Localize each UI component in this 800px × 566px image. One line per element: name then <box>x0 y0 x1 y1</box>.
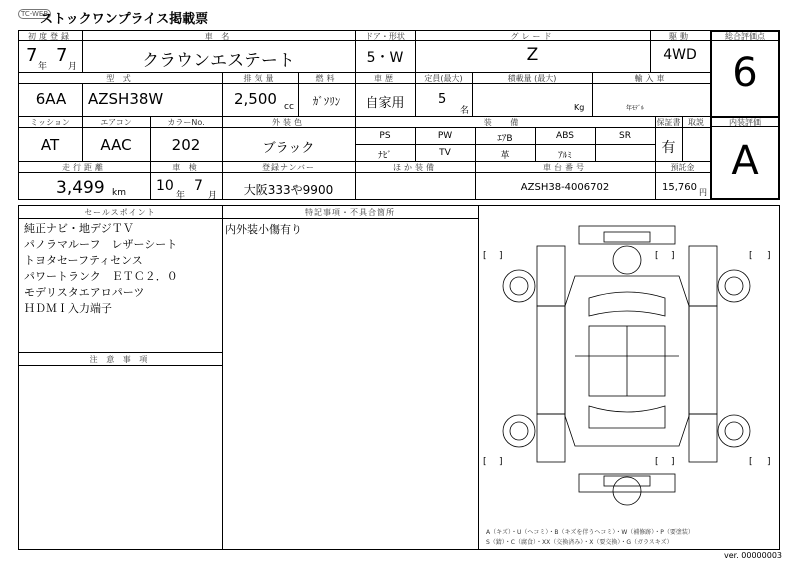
caution-header: 注 意 事 項 <box>89 355 151 364</box>
plate-value: 大阪333や9900 <box>243 183 334 197</box>
svg-text:]: ] <box>671 251 675 261</box>
chassis-no-header: 車台番号 <box>543 163 587 172</box>
interior-score-header: 内装評価 <box>729 118 761 127</box>
history-value: 自家用 <box>365 96 405 111</box>
interior-score-value: A <box>731 138 759 184</box>
color-no-header: カラーNo. <box>167 118 205 127</box>
svg-text:[: [ <box>749 251 753 261</box>
list-item: パノラマルーフ レザーシート <box>24 238 178 251</box>
door-shape-value: 5・W <box>366 50 404 66</box>
first-reg-header: 初度登録 <box>28 32 72 41</box>
model-header: 型 式 <box>106 74 134 83</box>
load-unit: Kg <box>574 103 585 112</box>
exterior-color-value: ブラック <box>262 141 315 156</box>
svg-text:[: [ <box>749 457 753 467</box>
overall-score-value: 6 <box>732 50 758 96</box>
car-diagram <box>479 206 779 526</box>
displacement-header: 排気量 <box>243 74 277 83</box>
equip-pw: PW <box>437 131 453 141</box>
displacement-unit: cc <box>284 102 294 112</box>
equipment-header: 装 備 <box>483 118 527 127</box>
list-item: トヨタセーフティセンス <box>24 254 143 267</box>
insp-year-unit: 年 <box>176 191 186 201</box>
drive-value: 4WD <box>663 47 697 63</box>
capacity-value: 5 <box>438 92 447 107</box>
import-unit: 年ﾓﾃﾞﾙ <box>626 105 645 112</box>
equip-sr: SR <box>619 131 631 141</box>
equip-navi: ﾅﾋﾞ <box>378 151 392 161</box>
first-reg-value: 7 年 7 月 <box>26 45 78 72</box>
manual-header: 取説 <box>688 118 704 127</box>
insp-year-value: 10 <box>156 178 174 194</box>
warranty-header: 保証書 <box>656 118 681 127</box>
diagram-legend: A（キズ）・U（ヘコミ）・B（キズを伴うヘコミ）・W（補修跡）・P（要塗装） S（錆）・C（腐食）・XX（交換済み）・X（要交換）・G（ガラスキズ） <box>486 529 694 546</box>
displacement-value: 2,500 <box>234 90 277 108</box>
list-item: 純正ナビ・地デジＴＶ <box>24 222 134 235</box>
model-value: AZSH38W <box>88 90 164 108</box>
capacity-header: 定員(最大) <box>424 74 463 83</box>
svg-text:[: [ <box>483 251 487 261</box>
car-name-header: 車 名 <box>204 32 233 41</box>
equip-alloy: ｱﾙﾐ <box>558 151 572 161</box>
fuel-header: 燃料 <box>315 74 338 83</box>
aircon-header: エアコン <box>100 118 132 127</box>
svg-text:]: ] <box>499 251 503 261</box>
drive-header: 駆動 <box>669 32 691 41</box>
exterior-color-header: 外装色 <box>272 118 305 127</box>
overall-score-header: 総合評価点 <box>725 32 765 41</box>
sales-points-list <box>24 221 178 317</box>
equip-leather: 革 <box>500 151 510 161</box>
car-name-value: クラウンエステート <box>142 51 295 71</box>
insp-month-unit: 月 <box>208 191 218 201</box>
price-value: 15,760 <box>662 182 697 193</box>
import-header: 輸入車 <box>634 74 668 83</box>
mission-header: ミッション <box>30 118 70 127</box>
list-item: ＨＤＭＩ入力端子 <box>24 302 112 315</box>
svg-text:[: [ <box>655 251 659 261</box>
plate-header: 登録ナンバー <box>261 163 316 172</box>
svg-text:]: ] <box>671 457 675 467</box>
notes-text: 内外装小傷有り <box>225 223 302 236</box>
color-no-value: 202 <box>171 136 201 154</box>
grade-header: グレード <box>510 32 555 41</box>
mileage-unit: km <box>112 188 126 198</box>
svg-text:]: ] <box>767 251 771 261</box>
equip-abs: ABS <box>556 131 574 141</box>
load-header: 積載量 (最大) <box>507 74 557 83</box>
svg-text:[: [ <box>483 457 487 467</box>
equip-ps: PS <box>379 131 391 141</box>
list-item: モデリスタエアロパーツ <box>24 286 145 299</box>
other-equipment-header: ほか装備 <box>393 163 437 172</box>
equip-airbag: ｴｱB <box>497 134 513 144</box>
svg-text:]: ] <box>499 457 503 467</box>
price-unit: 円 <box>699 188 707 197</box>
logo: TC-WEB <box>18 9 51 19</box>
aircon-value: AAC <box>100 136 132 154</box>
history-header: 車歴 <box>374 74 396 83</box>
sales-points-header: セールスポイント <box>84 208 156 217</box>
model-prefix-value: 6AA <box>35 90 67 108</box>
mission-value: AT <box>40 136 60 154</box>
price-header: 預託金 <box>670 163 695 172</box>
inspection-header: 車 検 <box>172 163 200 172</box>
chassis-no-value: AZSH38-4006702 <box>520 182 610 193</box>
capacity-unit: 名 <box>460 106 470 116</box>
warranty-value: 有 <box>661 140 676 156</box>
mileage-header: 走行距離 <box>62 163 106 172</box>
list-item: パワートランク ＥＴＣ２．０ <box>24 270 178 283</box>
svg-text:[: [ <box>655 457 659 467</box>
mileage-value: 3,499 <box>56 178 105 198</box>
page-title: ストックワンプライス掲載票 <box>40 12 209 27</box>
fuel-value: ｶﾞｿﾘﾝ <box>312 95 341 108</box>
notes-header: 特記事項・不具合箇所 <box>305 208 395 217</box>
equip-tv: TV <box>439 148 451 158</box>
grade-value: Z <box>526 45 539 65</box>
version-label: ver. 00000003 <box>723 551 782 560</box>
door-shape-header: ドア・形状 <box>365 32 405 41</box>
svg-text:]: ] <box>767 457 771 467</box>
insp-month-value: 7 <box>194 178 203 194</box>
